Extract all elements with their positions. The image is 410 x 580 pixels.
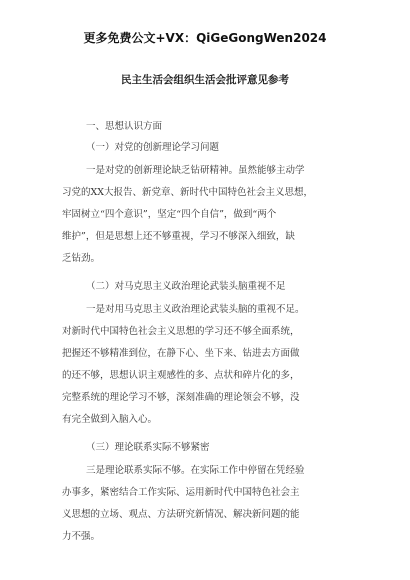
document-body xyxy=(62,120,362,558)
paragraph-line: 乏钻劲。 xyxy=(62,253,101,264)
paragraph-line: 对新时代中国特色社会主义思想的学习还不够全面系统， xyxy=(62,326,300,337)
paragraph-line: 办事多，紧密结合工作实际、运用新时代中国特色社会主 xyxy=(62,487,300,498)
paragraph-line: 三是理论联系实际不够。在实际工作中停留在凭经验 xyxy=(86,465,305,476)
paragraph-1 xyxy=(62,160,362,270)
paragraph-line: 有完全做到入脑入心。 xyxy=(62,414,158,425)
paragraph-line: 习党的XX大报告、新党章、新时代中国特色社会主义思想， xyxy=(62,187,314,198)
section-heading: 一、思想认识方面 xyxy=(86,121,163,132)
subsection-heading-1: （一）对党的创新理论学习问题 xyxy=(86,142,220,153)
document-title: 民主生活会组织生活会批评意见参考 xyxy=(121,74,289,86)
paragraph-line: 一是对党的创新理论缺乏钻研精神。虽然能够主动学 xyxy=(86,165,305,176)
paragraph-3 xyxy=(62,460,362,548)
header-banner: 更多免费公文+VX：QiGeGongWen2024 xyxy=(83,31,327,45)
paragraph-line: 牢固树立“四个意识”，坚定“四个自信”，做到“两个 xyxy=(62,209,277,220)
paragraph-line: 维护”，但是思想上还不够重视，学习不够深入细致，缺 xyxy=(62,231,295,242)
paragraph-line: 义思想的立场、观点、方法研究新情况、解决新问题的能 xyxy=(62,509,300,520)
subsection-heading-2: （二）对马克思主义政治理论武装头脑重视不足 xyxy=(86,281,286,292)
paragraph-line: 把握还不够精准到位，在静下心、坐下来、钻进去方面做 xyxy=(62,348,300,359)
subsection-heading-3: （三）理论联系实际不够紧密 xyxy=(86,442,210,453)
paragraph-line: 的还不够，思想认识主观感性的多、点状和碎片化的多， xyxy=(62,370,300,381)
paragraph-line: 一是对用马克思主义政治理论武装头脑的重视不足。 xyxy=(86,304,305,315)
paragraph-line: 力不强。 xyxy=(62,531,101,542)
paragraph-line: 完整系统的理论学习不够，深刻准确的理论领会不够，没 xyxy=(62,392,300,403)
paragraph-2 xyxy=(62,299,362,431)
